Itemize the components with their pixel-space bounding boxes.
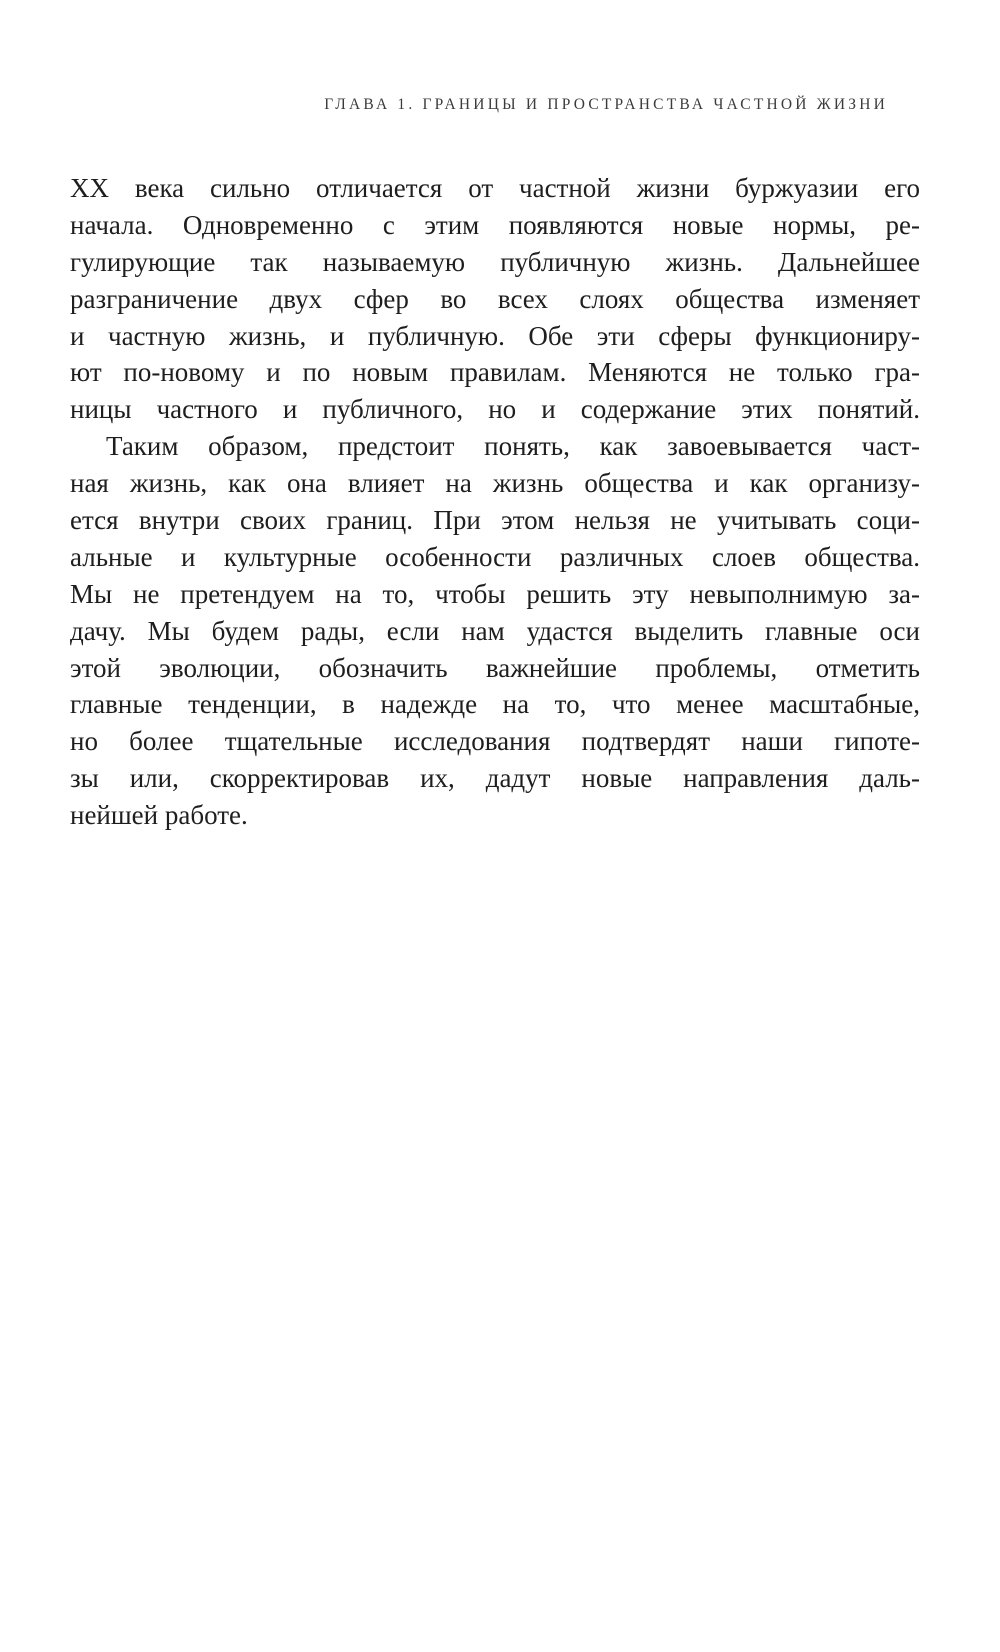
text-line: дачу. Мы будем рады, если нам удастся выделить главные оси bbox=[70, 615, 920, 646]
text-line: XX века сильно отличается от частной жизни буржуазии его bbox=[70, 173, 920, 203]
text-line: начала. Одновременно с этим появляются новые нормы, ре- bbox=[70, 209, 920, 240]
text-line: Мы не претендуем на то, чтобы решить эту невыполнимую за- bbox=[70, 578, 920, 609]
body-text bbox=[70, 170, 920, 834]
text-line: ная жизнь, как она влияет на жизнь общества и как организу- bbox=[70, 468, 920, 499]
text-line: Таким образом, предстоит понять, как завоевывается част- bbox=[106, 431, 920, 462]
text-line: зы или, скорректировав их, дадут новые направления даль- bbox=[70, 763, 920, 794]
text-line: но более тщательные исследования подтвердят наши гипоте- bbox=[70, 726, 920, 757]
running-head: ГЛАВА 1. ГРАНИЦЫ И ПРОСТРАНСТВА ЧАСТНОЙ ЖИЗНИ bbox=[324, 96, 888, 113]
text-line: ницы частного и публичного, но и содержание этих понятий. bbox=[70, 394, 920, 425]
text-line: ют по-новому и по новым правилам. Меняются не только гра- bbox=[70, 357, 920, 388]
text-line: разграничение двух сфер во всех слоях общества изменяет bbox=[70, 283, 920, 314]
paragraph-2 bbox=[70, 428, 920, 834]
text-line: гулирующие так называемую публичную жизнь. Дальнейшее bbox=[70, 246, 920, 277]
text-line: альные и культурные особенности различных слоев общества. bbox=[70, 541, 920, 572]
text-line: главные тенденции, в надежде на то, что менее масштабные, bbox=[70, 689, 920, 720]
text-line: ется внутри своих границ. При этом нельзя не учитывать соци- bbox=[70, 505, 920, 536]
text-line: и частную жизнь, и публичную. Обе эти сферы функциониру- bbox=[70, 320, 920, 351]
paragraph-1 bbox=[70, 170, 920, 428]
text-line: нейшей работе. bbox=[70, 800, 248, 831]
text-line: этой эволюции, обозначить важнейшие проблемы, отметить bbox=[70, 652, 920, 683]
